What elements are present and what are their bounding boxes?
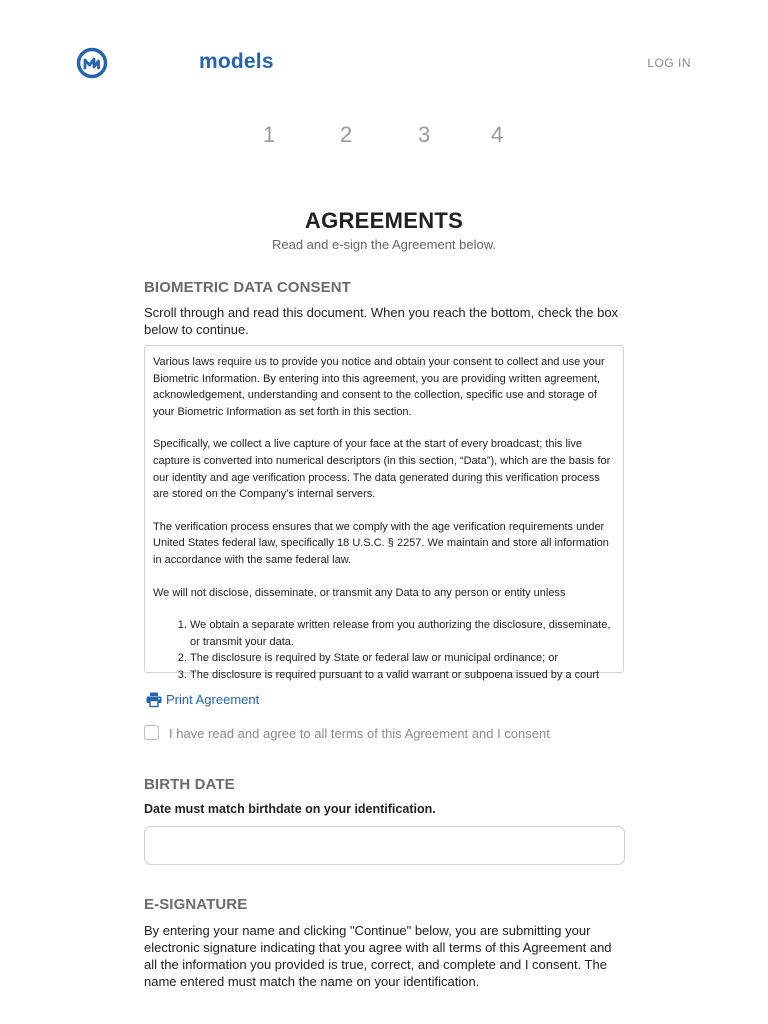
agreement-list-item: 3. The disclosure is required pursuant to a valid warrant or subpoena issued by a court [190,667,615,684]
agreement-list-item: 2. The disclosure is required by State or federal law or municipal ordinance; or [190,650,615,667]
agreement-paragraph: We will not disclose, disseminate, or transmit any Data to any person or entity unless [153,586,566,599]
print-agreement-label: Print Agreement [166,692,260,707]
consent-checkbox[interactable] [144,725,159,740]
agreement-paragraph: The verification process ensures that we comply with the age verification requirements under United States federal law, specifically 18 U.S.C. § 2257. We maintain and store all information in accordance with the same federal law. [153,520,609,566]
birth-date-input[interactable] [144,826,625,865]
step-2[interactable]: 2 [340,122,353,147]
e-signature-heading: E-SIGNATURE [144,896,248,913]
step-indicator [0,122,768,156]
logo-icon[interactable] [76,47,108,79]
consent-label[interactable]: I have read and agree to all terms of this Agreement and I consent [169,726,550,741]
print-agreement-link[interactable] [146,692,259,707]
birth-date-note: Date must match birthdate on your identification. [144,802,436,816]
agreement-document[interactable] [144,345,624,681]
step-3[interactable]: 3 [418,122,431,147]
step-4[interactable]: 4 [491,122,504,147]
printer-icon [146,692,162,707]
e-signature-text: By entering your name and clicking "Continue" below, you are submitting your electronic signature indicating that you agree with all terms of this Agreement and all the information you provided is true, correct, and complete and I consent. The name entered must match the name on your identification. [144,923,612,989]
biometric-instructions: Scroll through and read this document. When you reach the bottom, check the box below to continue. [144,305,619,337]
birth-date-heading: BIRTH DATE [144,776,235,793]
brand-name[interactable]: models [199,50,274,73]
agreement-list [153,617,615,683]
page-title: AGREEMENTS [304,208,464,233]
agreement-list-item: 1. We obtain a separate written release from you authorizing the disclosure, disseminate, or transmit your data. [190,617,615,650]
biometric-heading: BIOMETRIC DATA CONSENT [144,279,351,296]
site-header [0,0,768,130]
step-1[interactable]: 1 [263,122,276,147]
login-link[interactable]: LOG IN [647,56,691,70]
page-subtitle: Read and e-sign the Agreement below. [271,237,497,252]
agreement-paragraph: Specifically, we collect a live capture of your face at the start of every broadcast; this live capture is converted into numerical descriptors (in this section, “Data”), which are the basis for our identity and age verification process. The data generated during this verification process are stored on the Company’s internal servers. [153,438,611,501]
agreement-paragraph: Various laws require us to provide you notice and obtain your consent to collect and use your Biometric Information. By entering into this agreement, you are providing written agreement, acknowledgement, understanding and consent to the collection, specific use and storage of your Biometric Information as set forth in this section. [153,356,605,418]
